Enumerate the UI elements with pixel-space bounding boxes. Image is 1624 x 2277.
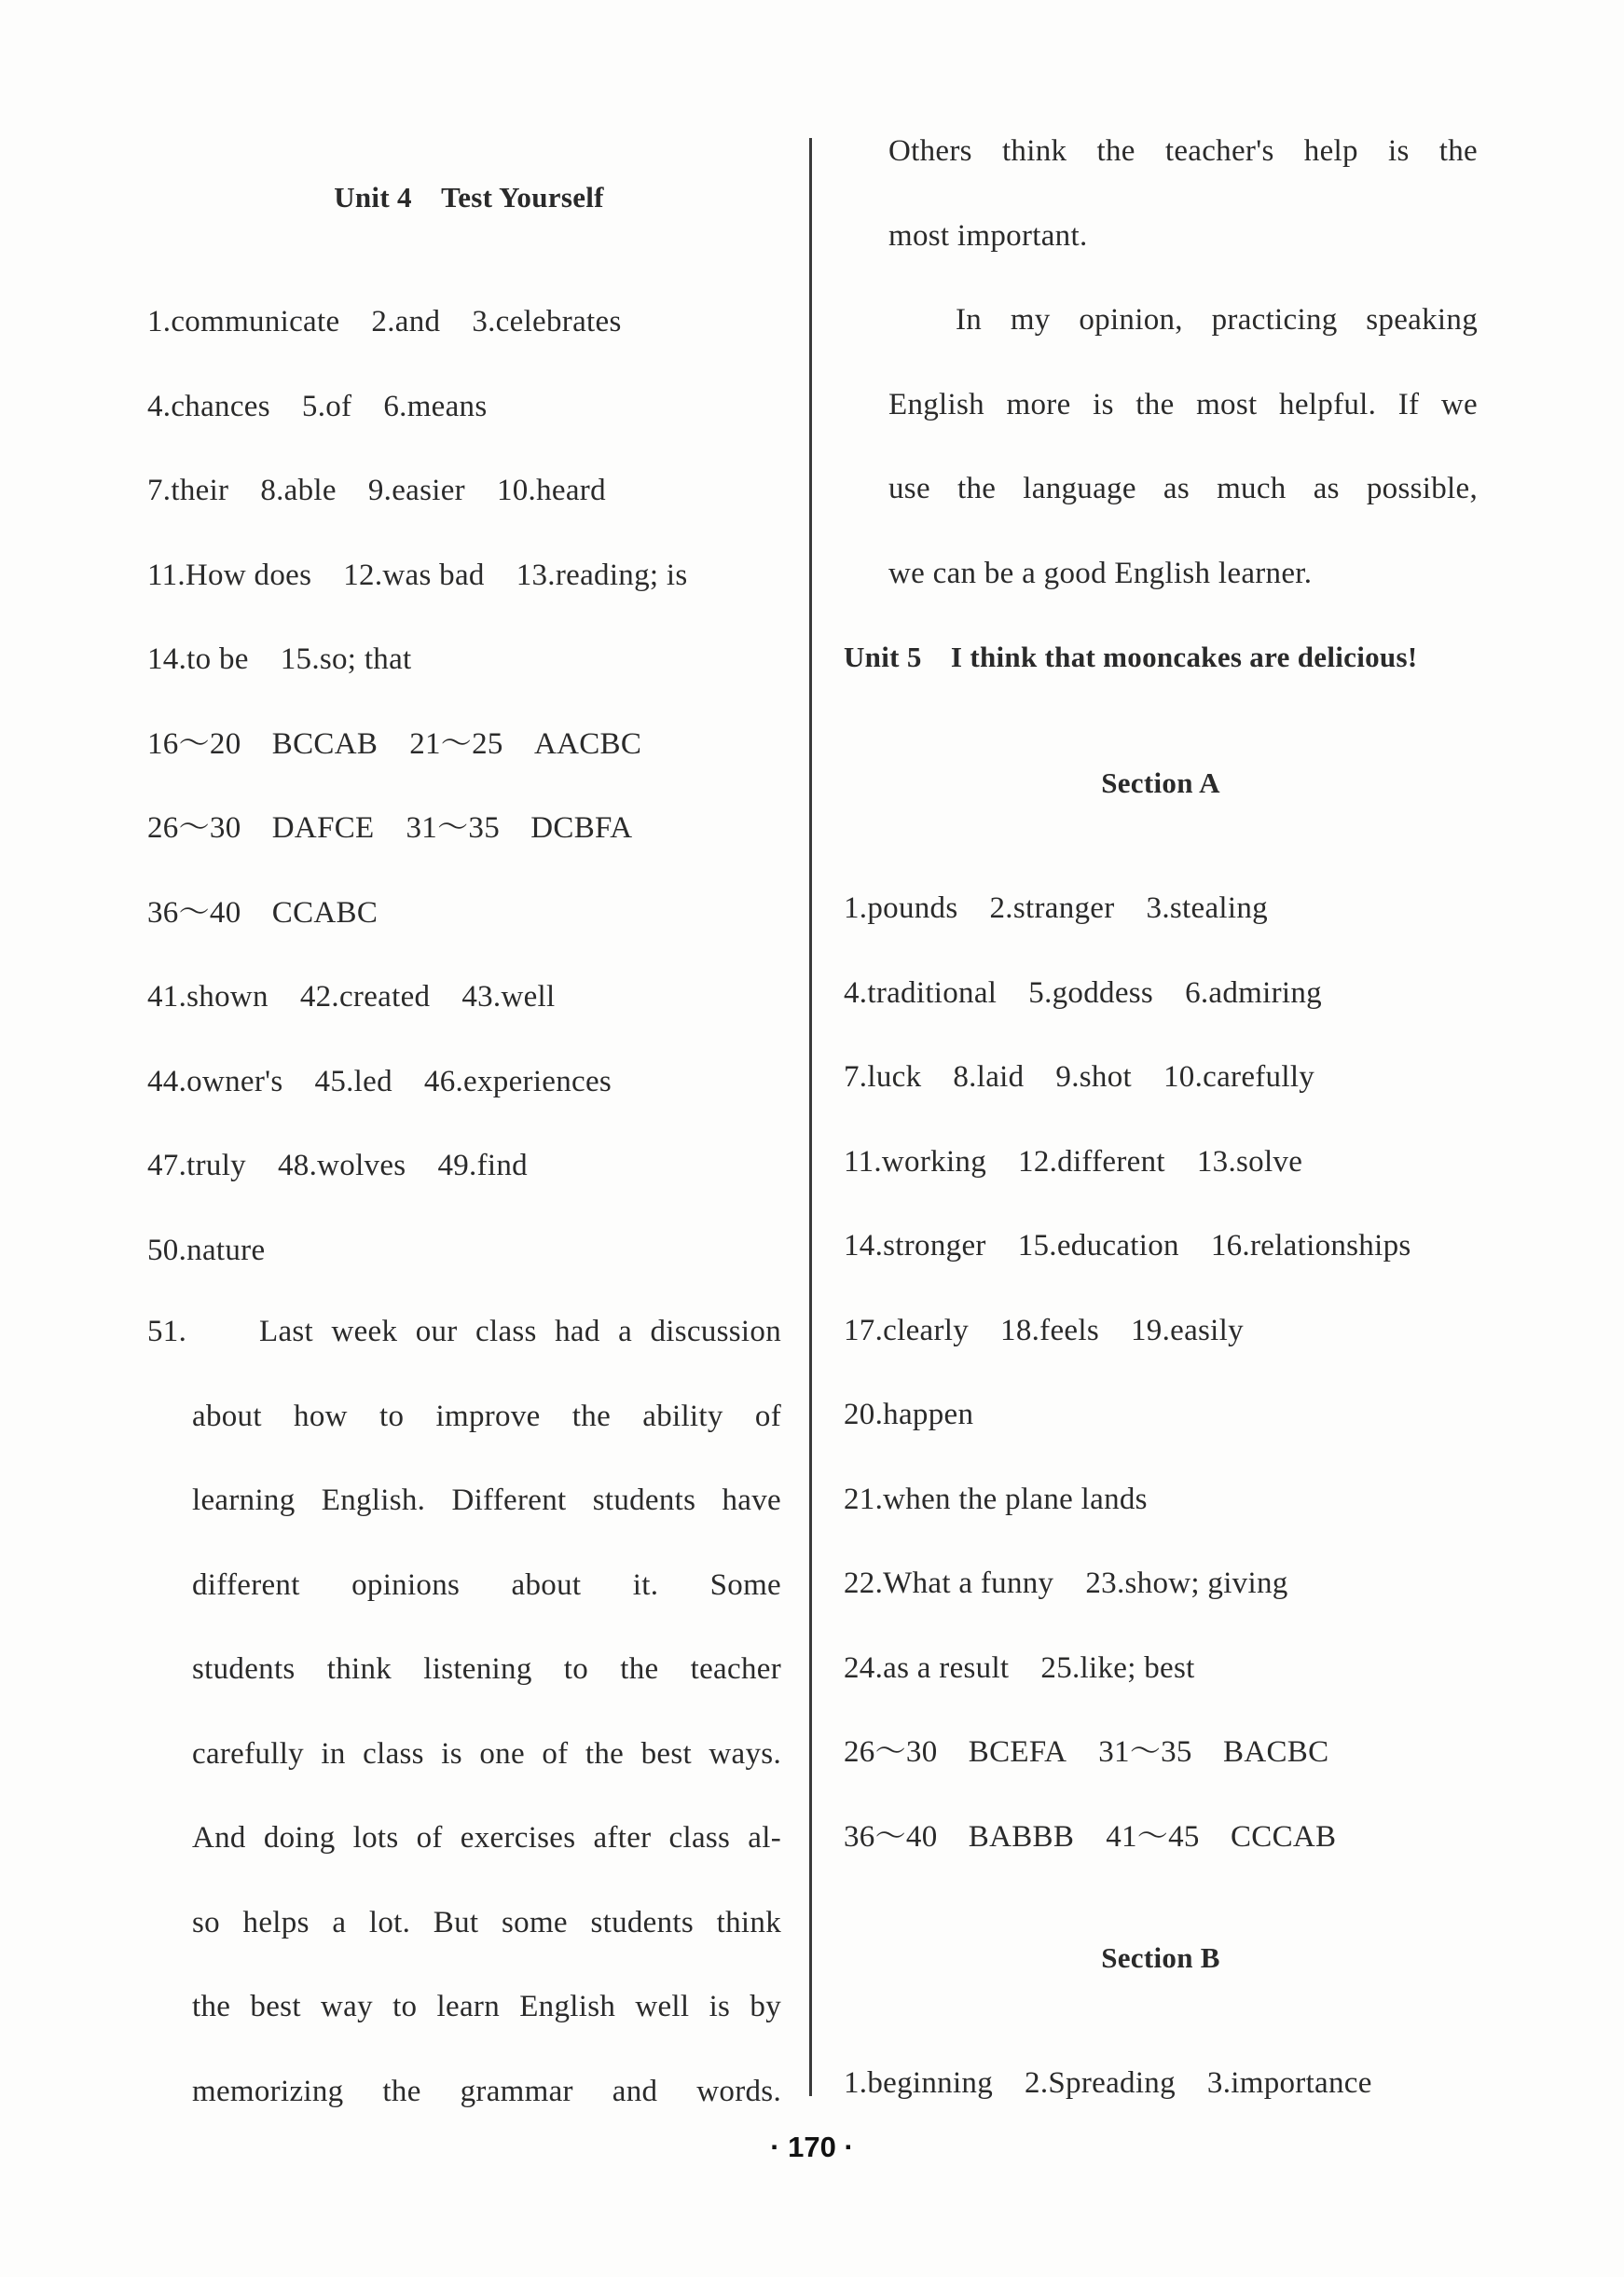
answer-item: 18.feels (1000, 1313, 1099, 1347)
section-b-row (844, 2064, 1372, 2102)
essay-line: so helps a lot. But some students think (192, 1905, 781, 1939)
essay-line: use the language as much as possible, (888, 472, 1478, 505)
answer-item: 43.well (461, 980, 556, 1014)
essay-line: different opinions about it. Some (192, 1567, 781, 1602)
answer-item: 16～20 BCCAB (147, 726, 378, 761)
answer-item: 9.easier (367, 474, 465, 507)
answer-item: 41～45 CCCAB (1106, 1819, 1337, 1854)
answer-item: 5.of (301, 389, 352, 423)
answer-item: 2.stranger (989, 891, 1115, 925)
answer-item: 9.shot (1055, 1060, 1132, 1094)
answer-item: 49.find (437, 1149, 528, 1182)
answer-item: 1.pounds (844, 891, 958, 925)
essay-line: the best way to learn English well is by (192, 1990, 781, 2023)
section-a-row (844, 1143, 1302, 1180)
section-a-row (844, 1565, 1288, 1602)
answer-item: 20.happen (844, 1398, 974, 1431)
unit-4-row (147, 388, 488, 425)
answer-item: 10.carefully (1163, 1060, 1315, 1094)
answer-item: 42.created (299, 980, 431, 1014)
answer-item: 7.their (147, 474, 229, 507)
section-a-row (844, 890, 1268, 927)
section-a-row (844, 1649, 1195, 1687)
answer-item: 11.How does (147, 558, 312, 592)
section-a-row (844, 1481, 1148, 1518)
unit-4-row (147, 1147, 528, 1184)
answer-item: 3.celebrates (472, 305, 622, 338)
unit-4-row (147, 978, 556, 1015)
answer-item: 12.different (1018, 1144, 1165, 1179)
answer-item: 24.as a result (844, 1650, 1010, 1685)
unit-4-row (147, 809, 632, 847)
answer-item: 36～40 BABBB (844, 1819, 1075, 1854)
answer-item: 14.stronger (844, 1229, 986, 1263)
unit-4-row (147, 1232, 265, 1269)
essay-line: learning English. Different students have (192, 1484, 781, 1517)
answer-item: 41.shown (147, 980, 268, 1014)
answer-item: 5.goddess (1028, 975, 1154, 1010)
answer-item: 1.beginning (844, 2066, 994, 2100)
answer-item: 21～25 AACBC (409, 726, 642, 761)
answer-item: 8.laid (953, 1060, 1025, 1094)
essay-line: carefully in class is one of the best ways. (192, 1736, 781, 1771)
answer-item: 17.clearly (844, 1313, 970, 1347)
unit-5-title: Unit 5 I think that mooncakes are delicious! (844, 641, 1418, 673)
essay-line: most important. (888, 218, 1088, 253)
answer-item: 15.education (1017, 1229, 1179, 1263)
answer-item: 44.owner's (147, 1064, 283, 1098)
essay-line: English more is the most helpful. If we (888, 387, 1478, 421)
page-number: · 170 · (770, 2131, 854, 2163)
answer-item: 21.when the plane lands (844, 1482, 1148, 1516)
essay-line: about how to improve the ability of (192, 1399, 781, 1433)
essay-line: memorizing the grammar and words. (192, 2074, 781, 2108)
unit-4-row (147, 641, 412, 678)
section-a-row (844, 1396, 973, 1433)
column-divider (809, 138, 812, 2096)
essay-line: we can be a good English learner. (888, 556, 1313, 590)
unit-4-row (147, 472, 606, 509)
essay-number: 51. (147, 1315, 187, 1348)
answer-item: 1.communicate (147, 305, 340, 338)
essay-line: In my opinion, practicing speaking (956, 303, 1478, 337)
section-a-row (844, 1058, 1314, 1096)
section-a-row (844, 1733, 1328, 1771)
answer-item: 16.relationships (1210, 1229, 1411, 1263)
answer-item: 7.luck (844, 1060, 922, 1094)
answer-item: 4.chances (147, 389, 270, 423)
unit-4-row (147, 1063, 612, 1100)
section-a-row (844, 1818, 1336, 1856)
answer-item: 46.experiences (423, 1064, 612, 1098)
unit-4-title: Unit 4 Test Yourself (334, 181, 604, 214)
answer-item: 31～35 BACBC (1098, 1735, 1329, 1769)
answer-item: 26～30 DAFCE (147, 811, 375, 845)
answer-item: 48.wolves (277, 1149, 406, 1182)
answer-item: 26～30 BCEFA (844, 1735, 1067, 1769)
essay-line: And doing lots of exercises after class al- (192, 1821, 781, 1855)
answer-item: 6.admiring (1185, 975, 1322, 1010)
answer-item: 50.nature (147, 1233, 266, 1267)
unit-4-row (147, 303, 622, 340)
answer-item: 22.What a funny (844, 1566, 1054, 1600)
answer-item: 45.led (314, 1064, 392, 1098)
answer-item: 23.show; giving (1085, 1566, 1288, 1600)
answer-item: 36～40 CCABC (147, 895, 378, 930)
answer-item: 31～35 DCBFA (406, 811, 633, 845)
answer-item: 6.means (383, 389, 488, 423)
answer-item: 3.stealing (1146, 891, 1268, 925)
section-a-row (844, 1227, 1411, 1264)
unit-4-row (147, 557, 688, 594)
section-a-row (844, 1312, 1244, 1349)
answer-item: 13.solve (1196, 1144, 1303, 1179)
answer-item: 25.like; best (1040, 1650, 1195, 1685)
unit-4-row (147, 894, 378, 932)
answer-item: 2.Spreading (1025, 2066, 1176, 2100)
unit-4-row (147, 725, 641, 763)
section-a-row (844, 974, 1322, 1012)
section-a-heading: Section A (1101, 766, 1220, 799)
answer-item: 11.working (844, 1144, 987, 1179)
answer-item: 14.to be (147, 642, 249, 676)
essay-line: students think listening to the teacher (192, 1652, 781, 1686)
answer-item: 3.importance (1206, 2066, 1372, 2100)
answer-item: 15.so; that (280, 642, 412, 676)
answer-item: 8.able (260, 474, 337, 507)
answer-item: 2.and (371, 305, 441, 338)
answer-item: 10.heard (496, 474, 606, 507)
answer-item: 47.truly (147, 1149, 246, 1182)
answer-item: 4.traditional (844, 975, 998, 1010)
answer-item: 13.reading; is (516, 558, 688, 592)
answer-item: 12.was bad (343, 558, 485, 592)
answer-item: 19.easily (1130, 1313, 1244, 1347)
essay-line: Last week our class had a discussion (259, 1315, 781, 1348)
section-b-heading: Section B (1101, 1941, 1220, 1974)
essay-line: Others think the teacher's help is the (888, 134, 1478, 168)
